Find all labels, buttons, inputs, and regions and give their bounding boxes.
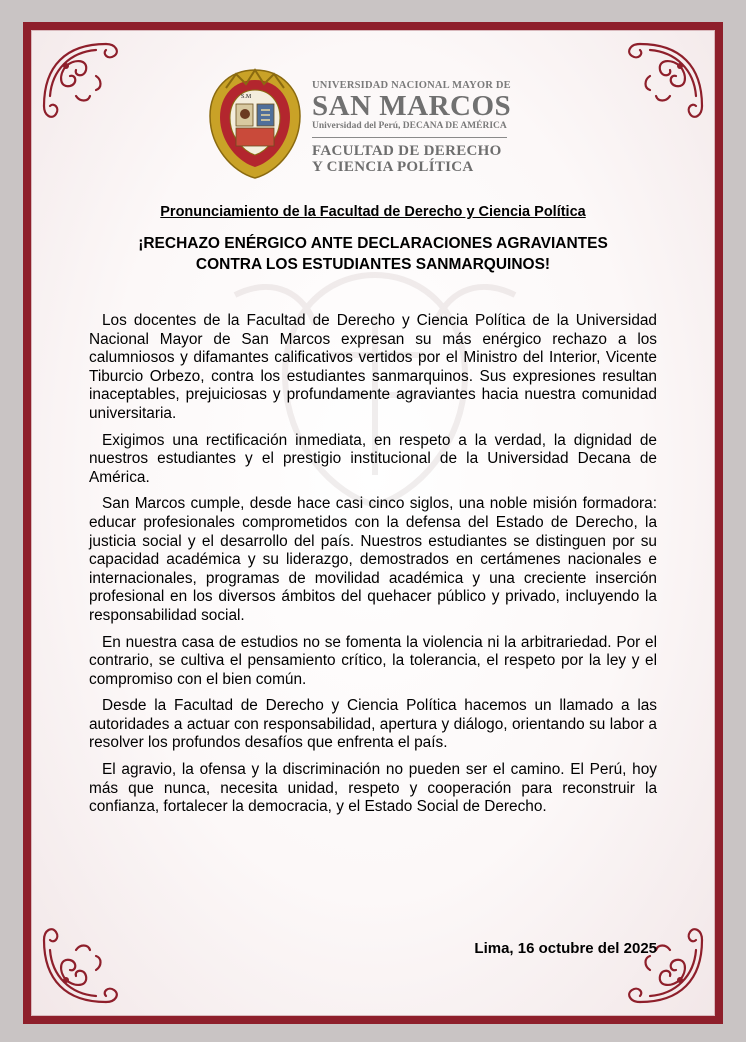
university-subtitle: Universidad del Perú, DECANA DE AMÉRICA bbox=[312, 121, 507, 131]
svg-text:S.M: S.M bbox=[241, 94, 252, 100]
paragraph: Desde la Facultad de Derecho y Ciencia Política hacemos un llamado a las autoridades a actuar con responsabilidad, apertura y diálogo, orientando su labor a resolver los profundos desafíos que enfrenta el país. bbox=[89, 697, 657, 752]
faculty-line1: FACULTAD DE DERECHO bbox=[312, 143, 502, 159]
headline bbox=[0, 233, 746, 275]
paragraph: El agravio, la ofensa y la discriminación no pueden ser el camino. El Perú, hoy más que nunca, necesita unidad, respeto y cooperación para reconstruir la confianza, fortalecer la democracia, y el Estado Social de Derecho. bbox=[89, 761, 657, 816]
signature-date: Lima, 16 octubre del 2025 bbox=[474, 940, 657, 957]
corner-ornament-top-right bbox=[620, 36, 710, 126]
headline-line1: ¡RECHAZO ENÉRGICO ANTE DECLARACIONES AGRAVIANTES bbox=[138, 235, 608, 252]
header-divider bbox=[312, 137, 507, 138]
paragraph: Los docentes de la Facultad de Derecho y Ciencia Política de la Universidad Nacional Mayor de San Marcos expresan su más enérgico rechazo a los calumniosos y difamantes calificativos vertidos por el Ministro del Interior, Vicente Tiburcio Orbezo, contra los estudiantes sanmarquinos. Sus expresiones resultan inaceptables, prejuiciosas y profundamente agraviantes hacia nuestra comunidad universitaria. bbox=[89, 312, 657, 422]
university-header bbox=[312, 80, 512, 175]
corner-ornament-bottom-left bbox=[36, 920, 126, 1010]
paragraph: En nuestra casa de estudios no se fomenta la violencia ni la arbitrariedad. Por el contrario, se cultiva el pensamiento crítico, la tolerancia, el respeto por la ley y el compromiso con el bien común. bbox=[89, 633, 657, 688]
university-line1: UNIVERSIDAD NACIONAL MAYOR DE bbox=[312, 80, 511, 91]
faculty-line2: Y CIENCIA POLÍTICA bbox=[312, 159, 474, 175]
university-name: SAN MARCOS bbox=[312, 90, 512, 122]
corner-ornament-bottom-right bbox=[620, 920, 710, 1010]
statement-body bbox=[89, 312, 657, 825]
corner-ornament-top-left bbox=[36, 36, 126, 126]
paragraph: San Marcos cumple, desde hace casi cinco siglos, una noble misión formadora: educar profesionales comprometidos con la defensa del Estado de Derecho, la justicia social y el desarrollo del país. Nuestros estudiantes se distinguen por su capacidad académica y su liderazgo, demostrados en certámenes nacionales e internacionales, programas de movilidad académica y una creciente inserción profesional en los diversos ámbitos del quehacer público y privado, incluyendo la responsabilidad social. bbox=[89, 495, 657, 624]
paragraph: Exigimos una rectificación inmediata, en respeto a la verdad, la dignidad de nuestros estudiantes y el prestigio institucional de la Universidad Decana de América. bbox=[89, 431, 657, 486]
headline-line2: CONTRA LOS ESTUDIANTES SANMARQUINOS! bbox=[195, 256, 551, 273]
pronouncement-title: Pronunciamiento de la Facultad de Derecho y Ciencia Política bbox=[160, 204, 586, 220]
university-seal-icon bbox=[206, 68, 304, 180]
